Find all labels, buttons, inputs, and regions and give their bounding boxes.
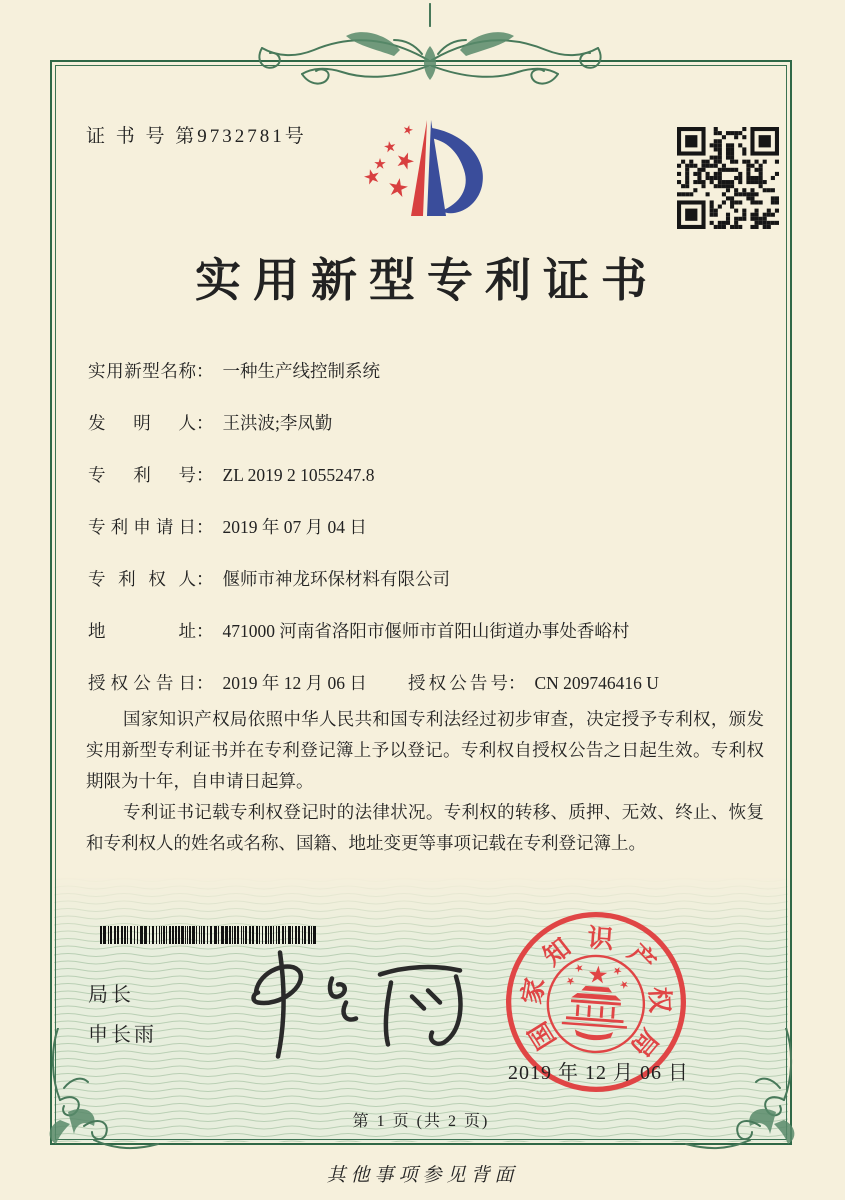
director-name: 申长雨 <box>88 1024 157 1046</box>
field-colon: ： <box>196 517 214 537</box>
field-label: 实用新型名称 <box>88 361 196 381</box>
certificate-number: 证 书 号 第9732781号 <box>86 126 307 147</box>
field-colon: ： <box>196 569 214 589</box>
svg-text:知: 知 <box>537 932 577 972</box>
field-row-filing-date <box>88 514 367 539</box>
field-value: 王洪波;李凤勤 <box>222 413 333 433</box>
grant-number-value: CN 209746416 U <box>534 673 659 693</box>
field-value: ZL 2019 2 1055247.8 <box>222 465 375 485</box>
field-row-patent-number <box>88 462 374 487</box>
svg-text:国: 国 <box>523 1016 562 1055</box>
svg-text:家: 家 <box>517 975 551 1007</box>
grant-date-label: 授权公告日 <box>88 673 196 693</box>
field-row-patentee <box>88 566 450 591</box>
field-row-inventor <box>88 410 332 435</box>
page-number: 第 1 页 (共 2 页) <box>352 1113 490 1130</box>
svg-text:产: 产 <box>622 938 662 978</box>
director-title: 局长 <box>88 984 134 1006</box>
field-label: 专利权人 <box>88 569 196 589</box>
grant-date-value: 2019 年 12 月 06 日 <box>222 673 367 693</box>
field-label: 专利申请日 <box>88 517 196 537</box>
legal-text-block <box>86 704 764 859</box>
field-value: 一种生产线控制系统 <box>222 361 380 381</box>
field-value: 2019 年 07 月 04 日 <box>222 517 367 537</box>
field-colon: ： <box>196 361 214 381</box>
field-colon: ： <box>196 673 214 693</box>
legal-paragraph-2: 专利证书记载专利权登记时的法律状况。专利权的转移、质押、无效、终止、恢复和专利权人的姓名或名称、国籍、地址变更等事项记载在专利登记簿上。 <box>86 802 764 853</box>
field-value: 471000 河南省洛阳市偃师市首阳山街道办事处香峪村 <box>222 621 630 641</box>
field-label: 地址 <box>88 621 196 641</box>
back-note: 其他事项参见背面 <box>326 1165 519 1186</box>
svg-text:权: 权 <box>644 986 675 1014</box>
field-label: 发明人 <box>88 413 196 433</box>
field-colon: ： <box>196 465 214 485</box>
field-label: 专利号 <box>88 465 196 485</box>
svg-text:识: 识 <box>586 923 615 955</box>
certificate-title: 实用新型专利证书 <box>195 255 659 306</box>
field-row-invention-name <box>88 358 380 383</box>
qr-code <box>677 127 779 229</box>
patent-office-logo-icon <box>352 114 508 236</box>
svg-text:局: 局 <box>625 1023 664 1062</box>
grant-number-label: 授权公告号 <box>408 673 508 693</box>
field-colon: ： <box>196 621 214 641</box>
field-row-address <box>88 618 629 643</box>
director-signature <box>228 938 478 1063</box>
legal-paragraph-1: 国家知识产权局依照中华人民共和国专利法经过初步审查，决定授予专利权，颁发实用新型专利证书并在专利登记簿上予以登记。专利权自授权公告之日起生效。专利权期限为十年，自申请日起算。 <box>86 709 764 791</box>
seal-date: 2019 年 12 月 06 日 <box>508 1062 689 1084</box>
grant-number-pair <box>408 670 659 695</box>
field-row-grant <box>88 670 778 695</box>
field-value: 偃师市神龙环保材料有限公司 <box>222 569 450 589</box>
field-colon: ： <box>508 673 526 693</box>
field-colon: ： <box>196 413 214 433</box>
